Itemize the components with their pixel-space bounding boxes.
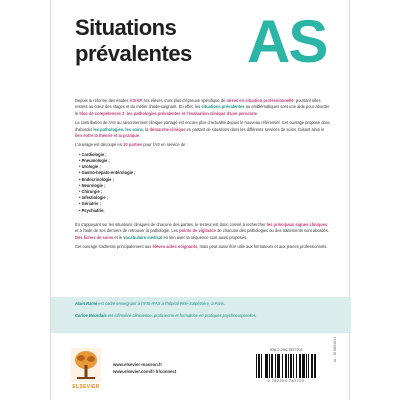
list-item: • Gastro-hépato-entérologie ; xyxy=(79,170,331,176)
text-run: et le xyxy=(113,234,124,240)
author-bio xyxy=(75,301,330,307)
list-item: • Infectiologie ; xyxy=(79,195,331,201)
highlight: élèves aides-soignants xyxy=(152,244,198,250)
highlight: AS/AP xyxy=(129,98,143,103)
text-run: En s'appuyant sur les situations cliniques de chacune des parties, le lecteur est donc convié à rechercher xyxy=(75,221,267,227)
intro-paragraph xyxy=(75,98,331,117)
contribution-paragraph xyxy=(75,120,331,139)
text-run: , mais peut aussi être utile aux formateurs et aux jeunes professionnels. xyxy=(197,244,328,250)
text-run: , xyxy=(123,126,126,132)
highlight: les soins xyxy=(125,126,143,132)
elsevier-tree-icon xyxy=(71,348,101,382)
website-link[interactable]: www.elsevier.com/fr-fr/connect xyxy=(113,368,177,374)
text-run: , la xyxy=(142,126,150,132)
author-description: est cadre enseignant à l'IFSI-IFAS à l'hôpital Pitié-Salpêtrière, à Paris. xyxy=(97,301,226,306)
text-run: en partant de situations dans les différents services de soins, faisant ainsi le xyxy=(185,126,325,132)
description-text xyxy=(75,98,331,254)
list-item: • Chirurgie ; xyxy=(79,189,331,195)
highlight: les pathologies xyxy=(93,126,124,132)
as-logo-mark: AS xyxy=(247,8,327,75)
list-item: • Pneumologie ; xyxy=(79,158,331,164)
cover-footer xyxy=(51,336,351,400)
text-run: de chacune des pathologies ou des traitements sont abordés. xyxy=(215,228,329,234)
text-run: La contribution de l'AS au raisonnement clinique partagé est encore plus d'actualité depuis le nouveau référentiel. Cet ouvrage propose donc d'aborder xyxy=(75,120,331,132)
website-link[interactable]: www.elsevier-masson.fr xyxy=(113,362,163,367)
title-line-1: Situations xyxy=(75,15,177,40)
highlight: vocabulaire médical xyxy=(123,234,163,240)
text-run: et à l'aide de ses derniers de retrouver la pathologie. Les xyxy=(75,228,180,234)
product-code: AI - ID 6654844 xyxy=(333,336,337,362)
author-bio xyxy=(75,313,330,319)
list-item: • Psychiatrie. xyxy=(79,208,331,214)
highlight: points de vigilance xyxy=(179,228,216,234)
highlight: bloc de compétences 2: les pathologies prévalentes et l'évaluation clinique d'une personne xyxy=(79,110,257,116)
text-run: L'ouvrage est découpé en xyxy=(75,142,124,148)
list-item: • Gériatrie ; xyxy=(79,201,331,207)
highlight: Des fiches de soins xyxy=(75,234,114,240)
authors-band xyxy=(51,297,351,333)
barcode xyxy=(256,354,316,378)
audience-paragraph xyxy=(75,244,331,250)
text-run: , pourtant elles restent au cœur des stages et du métier d'aide-soignant. En effet, les xyxy=(75,98,321,110)
list-item: • Endocrinologie ; xyxy=(79,177,331,183)
barcode-bar xyxy=(314,354,315,378)
services-list xyxy=(79,152,331,214)
text-run: , les élèves n'ont plus d'épreuve spécifique de xyxy=(142,98,227,103)
highlight: 10 parties xyxy=(123,142,143,148)
list-item: • Neurologie ; xyxy=(79,183,331,189)
author-name: Carine Bourdais xyxy=(75,313,107,318)
title-block xyxy=(75,8,335,75)
isbn-number: 978-2-294-78772-0 xyxy=(269,348,303,352)
text-run: . xyxy=(256,110,259,116)
text-run: Depuis la réforme des études xyxy=(75,98,130,103)
highlight: démarche clinique xyxy=(149,126,186,132)
isbn-block xyxy=(251,348,321,383)
ean-number: 9 782294 787720 xyxy=(267,379,305,383)
publisher-urls xyxy=(113,362,243,375)
title-line-2: prévalentes xyxy=(75,41,192,66)
reader-paragraph xyxy=(75,222,331,241)
text-run: en lien avec la séquence sont aussi proposés. xyxy=(162,234,248,240)
book-back-cover xyxy=(50,0,350,400)
text-run: . xyxy=(139,133,141,139)
author-name: Alain Ramé xyxy=(75,301,98,306)
list-item: • Cardiologie ; xyxy=(79,152,331,158)
text-run: ou emblématiques sont une aide pour aborder le xyxy=(75,104,330,116)
text-run: pour l'AS en service de : xyxy=(142,142,188,148)
highlight: les principaux signes cliniques xyxy=(266,221,328,227)
highlight: mises en situation professionnelle xyxy=(226,98,294,103)
highlight: lien entre la théorie et la pratique xyxy=(75,133,140,139)
list-item: • Urologie ; xyxy=(79,164,331,170)
publisher-name: ELSEVIER xyxy=(72,384,100,390)
author-description: est infirmière-clinicienne, praticienne et formatrice en pratiques psychocorporelles. xyxy=(106,313,257,318)
text-run: Cet ouvrage s'adresse principalement aux xyxy=(75,244,153,250)
highlight: situations prévalentes xyxy=(201,104,245,110)
structure-paragraph xyxy=(75,142,331,148)
